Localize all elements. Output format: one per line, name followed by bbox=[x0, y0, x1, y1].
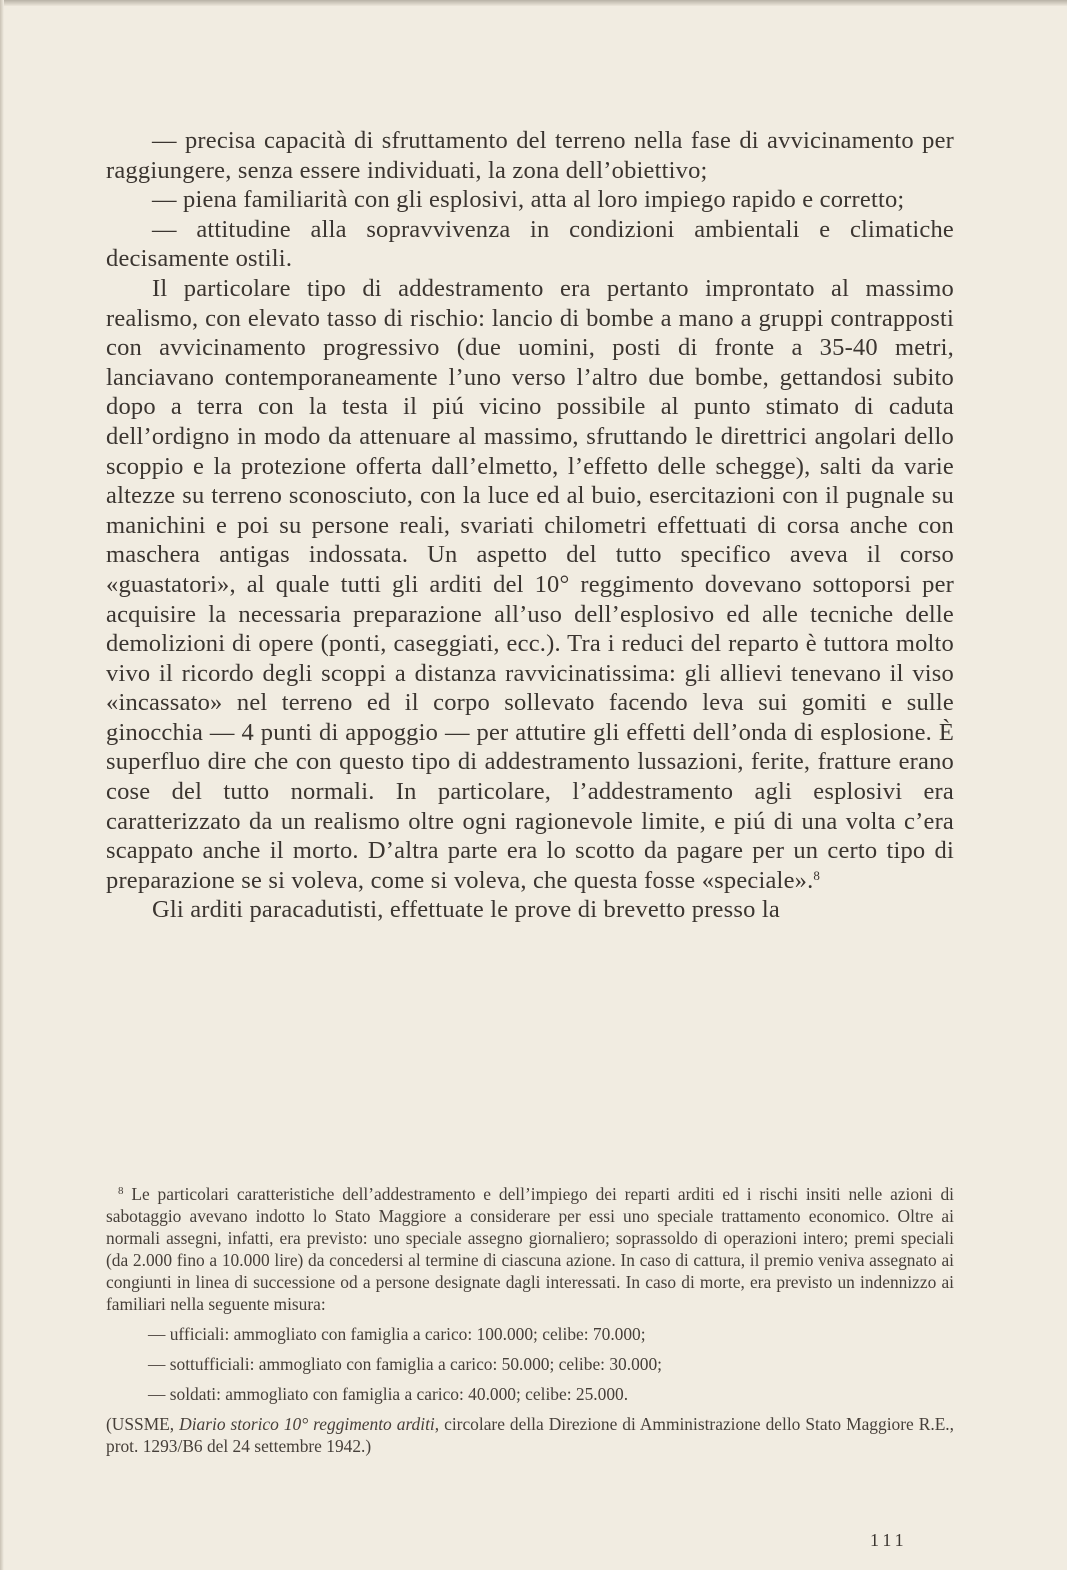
footnote-item-ncos: — sottufficiali: ammogliato con famiglia a carico: 50.000; celibe: 30.000; bbox=[148, 1354, 663, 1374]
footnote-source bbox=[106, 1413, 954, 1457]
page-top-edge bbox=[0, 0, 1067, 6]
page-number: 111 bbox=[870, 1530, 908, 1550]
page-left-edge bbox=[0, 0, 4, 1570]
footnote-reference: 8 bbox=[813, 867, 821, 883]
source-title: Diario storico 10° reggimento arditi bbox=[179, 1414, 435, 1434]
footnote-marker: 8 bbox=[118, 1185, 124, 1197]
footnote-body: Le particolari caratteristiche dell’addestramento e dell’impiego dei reparti arditi ed i rischi insiti nelle azioni di sabotaggio avevano indotto lo Stato Maggiore a considerare per essi uno speciale trattamento economico. Oltre ai normali assegni, infatti, era previsto: uno speciale assegno giornaliero; soprassoldo di operazioni intero; premi speciali (da 2.000 fino a 10.000 lire) da concedersi al termine di ciascuna azione. In caso di cattura, il premio veniva assegnato ai congiunti in linea di successione od a persone designate dagli interessati. In caso di morte, era previsto un indennizzo ai familiari nella seguente misura: bbox=[106, 1184, 954, 1314]
footnote-text bbox=[106, 1183, 954, 1315]
source-suffix: , circolare della Direzione di Amministrazione dello Stato Maggiore R.E., prot. 1293/B6 del 24 settembre 1942.) bbox=[106, 1414, 955, 1456]
paragraph-training-text: Il particolare tipo di addestramento era pertanto improntato al massimo realismo, con elevato tasso di rischio: lancio di bombe a mano a gruppi contrapposti con avvicinamento progressivo (due uomini, posti di fronte a 35-40 metri, lanciavano contemporaneamente l’uno verso l’altro due bombe, gettandosi subito dopo a terra con la testa il piú vicino possibile al punto stimato di caduta dell’ordigno in modo da attenuare al massimo, sfruttando le direttrici angolari dello scoppio e la protezione offerta dall’elmetto, l’effetto delle schegge), salti da varie altezze su terreno sconosciuto, con la luce ed al buio, esercitazioni con il pugnale su manichini e poi su persone reali, svariati chilometri effettuati di corsa anche con maschera antigas indossata. Un aspetto del tutto specifico aveva il corso «guastatori», al quale tutti gli arditi del 10° reggimento dovevano sottoporsi per acquisire la necessaria preparazione all’uso dell’esplosivo ed alle tecniche delle demolizioni di opere (ponti, caseggiati, ecc.). Tra i reduci del reparto è tuttora molto vivo il ricordo degli scoppi a distanza ravvicinatissima: gli allievi tenevano il viso «incassato» nel terreno ed il corpo sollevato facendo leva sui gomiti e sulle ginocchia — 4 punti di appoggio — per attutire gli effetti dell’onda di esplosione. È superfluo dire che con questo tipo di addestramento lussazioni, ferite, fratture erano cose del tutto normali. In particolare, l’addestramento agli esplosivi era caratterizzato da un realismo oltre ogni ragionevole limite, e piú di una volta c’era scappato anche il morto. D’altra parte era lo scotto da pagare per un certo tipo di preparazione se si voleva, come si voleva, che questa fosse «speciale». bbox=[106, 274, 954, 894]
main-text bbox=[106, 126, 954, 925]
footnote-block bbox=[106, 1183, 954, 1457]
source-prefix: (USSME, bbox=[106, 1414, 180, 1434]
footnote-list bbox=[106, 1323, 954, 1405]
footnote-item-soldiers: — soldati: ammogliato con famiglia a carico: 40.000; celibe: 25.000. bbox=[148, 1384, 629, 1404]
paragraph-continuation: Gli arditi paracadutisti, effettuate le prove di brevetto presso la bbox=[152, 896, 780, 924]
list-item-terrain: — precisa capacità di sfruttamento del terreno nella fase di avvicinamento per raggiungere, senza essere individuati, la zona dell’obiettivo; bbox=[106, 127, 954, 184]
footnote-item-officers: — ufficiali: ammogliato con famiglia a carico: 100.000; celibe: 70.000; bbox=[148, 1324, 646, 1344]
list-item-explosives: — piena familiarità con gli esplosivi, atta al loro impiego rapido e corretto; bbox=[152, 186, 905, 214]
list-item-survival: — attitudine alla sopravvivenza in condizioni ambientali e climatiche decisamente ostili. bbox=[106, 215, 954, 273]
paragraph-training bbox=[106, 274, 954, 895]
